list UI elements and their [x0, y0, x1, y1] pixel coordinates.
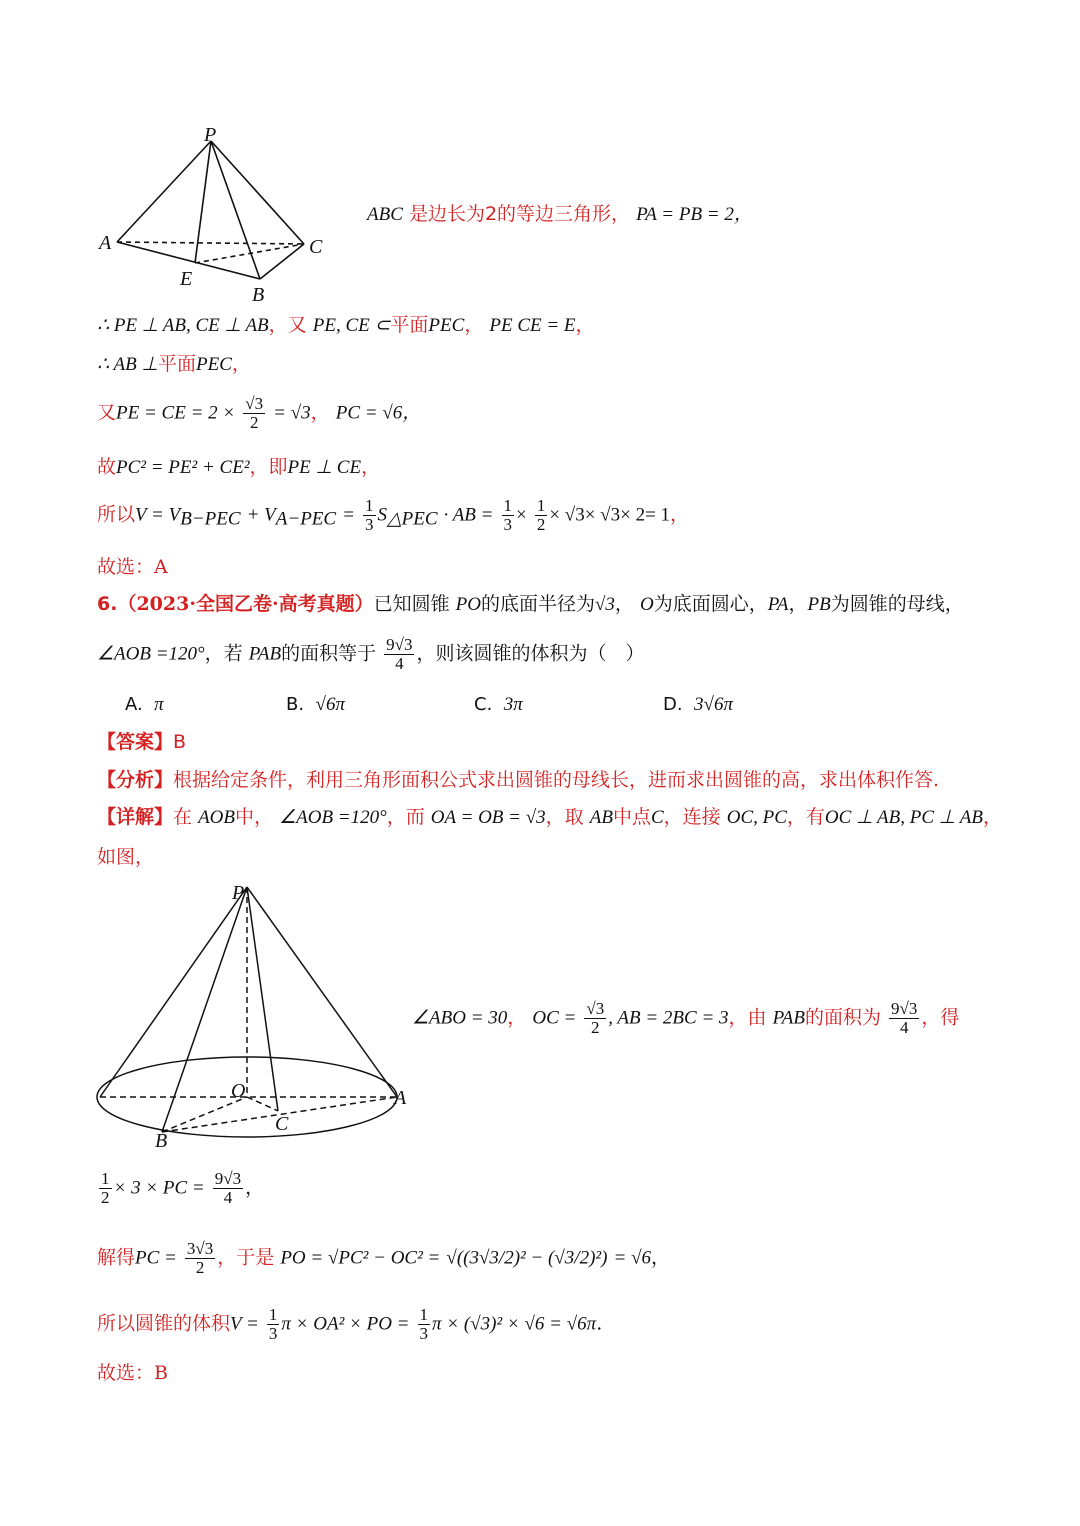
cone-figure [95, 875, 415, 1150]
equation-line-1: $\frac{1}{2}$ × 3 × PC = $\frac{9√3}{4}$ ， [101, 1169, 265, 1207]
label-c: C [275, 1113, 289, 1135]
figure1-caption: ABC 是边长为2的等边三角形， PA = PB = 2， [367, 203, 753, 225]
step-line-1: ∴ PE ⊥ AB, CE ⊥ AB，又 PE, CE ⊂平面PEC， PE CE = E， [97, 314, 595, 336]
option-d[interactable]: D. 3√6π [663, 694, 733, 715]
analysis-line: 【分析】根据给定条件，利用三角形面积公式求出圆锥的母线长，进而求出圆锥的高，求出体积作答. [97, 769, 940, 791]
label-a: A [394, 1087, 407, 1109]
answer-line: 【答案】B [97, 731, 187, 753]
question-6-line-2: ∠AOB =120°，若 PAB的面积等于 $\frac{9√3}{4}$ ，则该圆锥的体积为（ ） [97, 635, 645, 673]
option-a[interactable]: A. π [125, 694, 164, 715]
label-e: E [180, 268, 193, 290]
option-c[interactable]: C. 3π [474, 694, 523, 715]
choice-result-b: 故选：B [97, 1362, 168, 1384]
tetrahedron-figure [95, 125, 345, 310]
step-line-4: 故PC² = PE² + CE²，即PE ⊥ CE， [97, 456, 381, 478]
question-6-line-1: 6.（2023·全国乙卷·高考真题）已知圆锥 PO的底面半径为√3， O为底面圆心，PA，PB为圆锥的母线， [97, 593, 964, 615]
label-a: A [99, 232, 112, 254]
equation-line-2: 解得PC = $\frac{3√3}{2}$ ，于是 PO = √PC² − OC² = √((3√3/2)² − (√3/2)²) = √6， [97, 1239, 671, 1277]
label-c: C [309, 236, 323, 258]
equation-line-3: 所以圆锥的体积V = $\frac{1}{3}$ π × OA² × PO = $\frac{1}{3}$ π × (√3)² × √6 = √6π. [97, 1305, 603, 1343]
step-line-5: 所以$V = V_{B-PEC} + V_{A-PEC}$ = $\frac{1}{3}$ $S_{\triangle PEC}$ · AB = $\frac{1}{3}$ × $\frac{1}{2}$ × √3× √3× 2= 1， [97, 496, 690, 534]
label-b: B [252, 284, 265, 306]
step-line-2: ∴ AB ⊥平面PEC， [97, 353, 251, 375]
detail-line-2: 如图， [97, 846, 155, 868]
label-p: P [232, 882, 245, 904]
choice-result-a: 故选：A [97, 556, 168, 578]
step-line-3: 又PE = CE = 2 × $\frac{√3}{2}$ = √3， PC = √6， [97, 394, 422, 432]
label-b: B [155, 1130, 168, 1150]
figure2-caption: ∠ABO = 30， OC = $\frac{√3}{2}$ , AB = 2BC = 3，由 PAB的面积为 $\frac{9√3}{4}$ ，得 [412, 999, 960, 1037]
label-o: O [231, 1080, 246, 1102]
option-b[interactable]: B. √6π [286, 694, 345, 715]
detail-line-1: 【详解】在 AOB中， ∠AOB =120°，而 OA = OB = √3，取 AB中点C，连接 OC, PC，有OC ⊥ AB, PC ⊥ AB， [97, 806, 1002, 828]
label-p: P [204, 125, 217, 146]
